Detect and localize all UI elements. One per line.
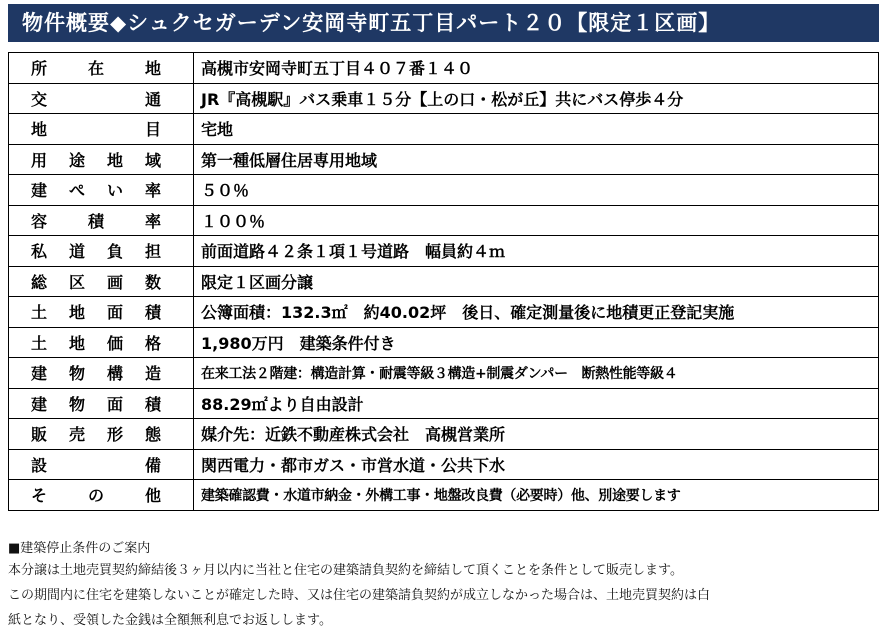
row-label-sales-form: 販売形態 — [9, 419, 194, 450]
row-value-other: 建築確認費・水道市納金・外構工事・地盤改良費（必要時）他、別途要します — [194, 480, 879, 511]
row-label-total-lots: 総区画数 — [9, 266, 194, 297]
row-value-coverage-ratio: ５０％ — [194, 175, 879, 206]
building-condition-notes — [8, 540, 878, 633]
row-value-land-category: 宅地 — [194, 114, 879, 145]
table-row — [9, 175, 879, 206]
row-label-floor-area-ratio: 容積率 — [9, 205, 194, 236]
row-label-land-category: 地目 — [9, 114, 194, 145]
page-title: 物件概要◆シュクセガーデン安岡寺町五丁目パート２０【限定１区画】 — [8, 4, 879, 42]
row-label-private-road: 私道負担 — [9, 236, 194, 267]
table-row — [9, 266, 879, 297]
property-summary-table — [8, 52, 879, 511]
row-label-land-price: 土地価格 — [9, 327, 194, 358]
table-row — [9, 327, 879, 358]
notes-line: 紙となり、受領した金銭は全額無利息でお返しします。 — [8, 613, 332, 628]
table-row — [9, 114, 879, 145]
row-label-other: その他 — [9, 480, 194, 511]
table-row — [9, 205, 879, 236]
table-row — [9, 449, 879, 480]
row-label-coverage-ratio: 建ぺい率 — [9, 175, 194, 206]
row-value-zoning: 第一種低層住居専用地域 — [194, 144, 879, 175]
row-label-zoning: 用途地域 — [9, 144, 194, 175]
row-label-land-area: 土地面積 — [9, 297, 194, 328]
row-value-land-area: 公簿面積：132.3㎡ 約40.02坪 後日、確定測量後に地積更正登記実施 — [194, 297, 879, 328]
row-value-land-price: 1,980万円 建築条件付き — [194, 327, 879, 358]
table-row — [9, 53, 879, 84]
table-row — [9, 297, 879, 328]
row-value-transport: JR『高槻駅』バス乗車１５分【上の口・松が丘】共にバス停歩４分 — [194, 83, 879, 114]
row-value-private-road: 前面道路４２条１項１号道路 幅員約４ｍ — [194, 236, 879, 267]
row-value-floor-area-ratio: １００％ — [194, 205, 879, 236]
table-row — [9, 236, 879, 267]
row-value-location: 高槻市安岡寺町五丁目４０７番１４０ — [194, 53, 879, 84]
row-value-sales-form: 媒介先：近鉄不動産株式会社 高槻営業所 — [194, 419, 879, 450]
row-value-facilities: 関西電力・都市ガス・市営水道・公共下水 — [194, 449, 879, 480]
table-row — [9, 358, 879, 389]
table-row — [9, 83, 879, 114]
row-value-building-structure: 在来工法２階建：構造計算・耐震等級３構造+制震ダンパー 断熱性能等級４ — [194, 358, 879, 389]
notes-heading: ■建築停止条件のご案内 — [8, 541, 151, 556]
row-label-transport: 交通 — [9, 83, 194, 114]
notes-line: この期間内に住宅を建築しないことが確定した時、又は住宅の建築請負契約が成立しなかった場合は、土地売買契約は白 — [8, 588, 711, 603]
row-value-building-area: 88.29㎡より自由設計 — [194, 388, 879, 419]
table-row — [9, 419, 879, 450]
row-label-location: 所在地 — [9, 53, 194, 84]
row-label-facilities: 設備 — [9, 449, 194, 480]
row-value-total-lots: 限定１区画分譲 — [194, 266, 879, 297]
table-row — [9, 480, 879, 511]
table-row — [9, 144, 879, 175]
row-label-building-area: 建物面積 — [9, 388, 194, 419]
notes-line: 本分譲は土地売買契約締結後３ヶ月以内に当社と住宅の建築請負契約を締結して頂くことを条件として販売します。 — [8, 563, 683, 578]
row-label-building-structure: 建物構造 — [9, 358, 194, 389]
table-row — [9, 388, 879, 419]
